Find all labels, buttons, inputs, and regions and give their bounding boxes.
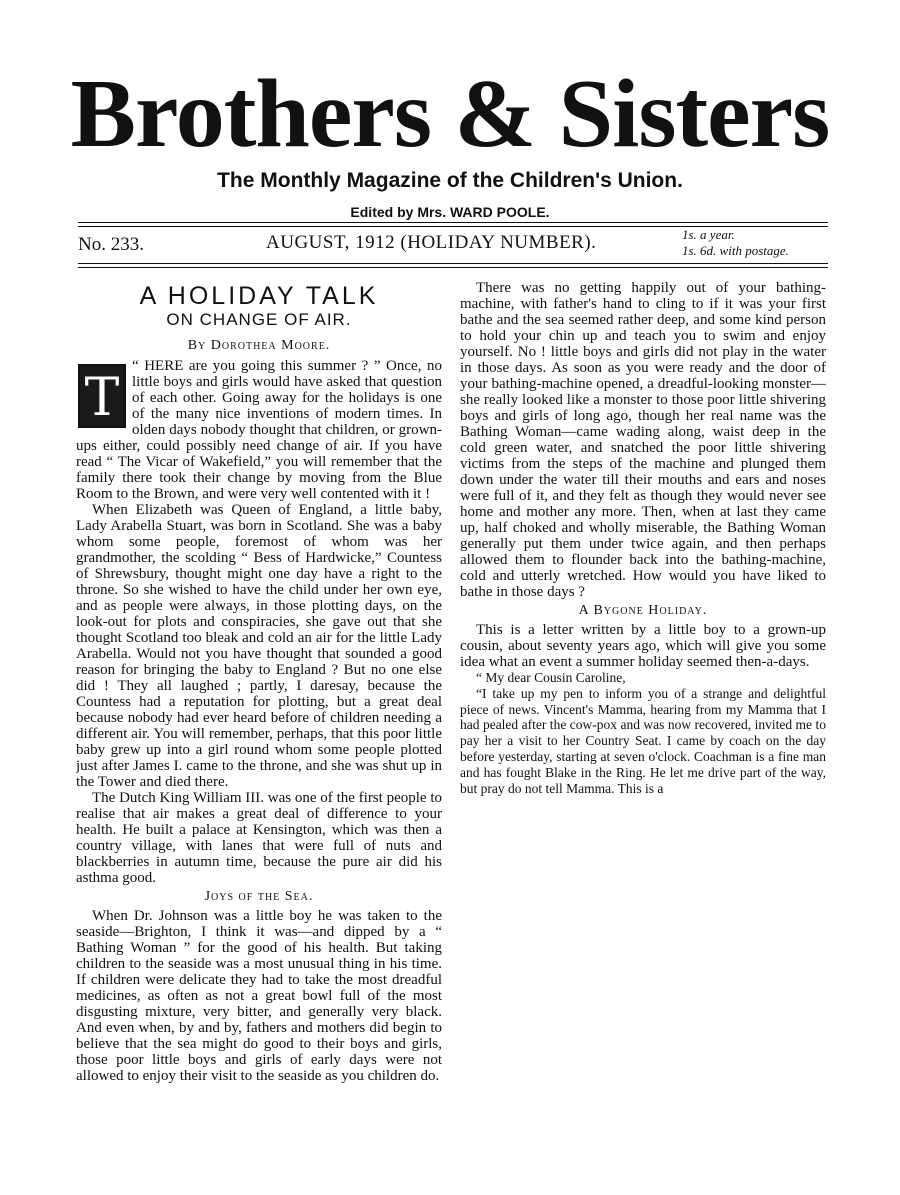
editor-line: Edited by Mrs. WARD POOLE.	[350, 204, 550, 220]
drop-cap: T	[78, 364, 126, 428]
section-heading: Joys of the Sea.	[204, 889, 314, 904]
price-info	[682, 227, 789, 259]
magazine-subtitle: The Monthly Magazine of the Children's Union.	[217, 169, 683, 192]
article-paragraph: There was no getting happily out of your bathing-machine, with father's hand to cling to if it was your first bathe and the sea seemed rather deep, and some kind person to hold your chin up and teach you to swim and enjoy yourself. No ! little boys and girls did not play in the water in those days. As soon as you were ready and the door of your bathing-machine opened, a dreadful-looking monster—she really looked like a monster to those poor little shivering boys and girls of long ago, though her real name was the Bathing Woman—came wading along, waist deep in the cold green water, and snatched the poor little shivering victims from the steps of the machine and plunged them down under the water till their mouths and ears and noses were full of it, and they felt as though they would never see home and mother any more. Then, when at last they came up, half choked and wholly miserable, the Bathing Woman generally put them under twice again, and then perhaps allowed them to flounder back into the bathing-machine, cold and utterly wretched. How would you have liked to bathe in those days ?	[460, 280, 826, 600]
article-column-left	[76, 280, 442, 1100]
issue-date: AUGUST, 1912 (HOLIDAY NUMBER).	[266, 232, 597, 253]
article-column-right	[460, 280, 826, 1100]
header-rule-top	[78, 222, 828, 223]
masthead	[0, 62, 900, 222]
header-rule-bottom-inner	[78, 267, 828, 268]
section-heading: A Bygone Holiday.	[578, 603, 708, 618]
article-paragraph: “ HERE are you going this summer ? ” Once, no little boys and girls would have asked that question of each other. Going away for the holidays is one of the many nice inventions of modern times. In olden days nobody thought that children, or grown-ups either, could possibly need change of air. If you have read “ The Vicar of Wakefield,” you will remember that the family there took their change by moving from the Blue Room to the Brown, and were very well contented with it !	[76, 358, 442, 502]
article-byline: By Dorothea Moore.	[187, 338, 331, 353]
article-paragraph: This is a letter written by a little boy to a grown-up cousin, about seventy years ago, which will give you some idea what an event a summer holiday seemed then-a-days.	[460, 622, 826, 670]
article-title: A HOLIDAY TALK	[139, 282, 379, 310]
article-subtitle: ON CHANGE OF AIR.	[166, 310, 352, 329]
issue-info	[78, 227, 838, 262]
letter-body: “I take up my pen to inform you of a strange and delightful piece of news. Vincent's Mamma, hearing from my Mamma that I had pealed after the cow-pox and was now recovered, invited me to pay her a visit to her Country Seat. I came by coach on the day before yesterday, starting at seven o'clock. Coachman is a fine man and has fought Blake in the Ring. He let me drive part of the way, but pray do not tell Mamma. This is a	[460, 685, 826, 796]
article-paragraph: The Dutch King William III. was one of the first people to realise that air makes a great deal of difference to your health. He built a palace at Kensington, which was then a country village, with lanes that were full of nuts and blackberries in autumn time, because the pure air did his asthma good.	[76, 790, 442, 886]
issue-number: No. 233.	[78, 234, 144, 255]
article-paragraph: When Dr. Johnson was a little boy he was taken to the seaside—Brighton, I think it was—and dipped by a “ Bathing Woman ” for the good of his health. But taking children to the seaside was a most unusual thing in his time. If children were delicate they had to take the most dreadful medicines, as often as not a great bowl full of the most disgusting mixture, very bitter, and generally very black. And even when, by and by, fathers and mothers did begin to believe that the sea might do good to their boys and girls, those poor little boys and girls of early days were not allowed to enjoy their visit to the seaside as you children do.	[76, 908, 442, 1084]
price-yearly: 1s. a year.	[682, 227, 735, 242]
letter-salutation: “ My dear Cousin Caroline,	[476, 670, 626, 685]
price-postage: 1s. 6d. with postage.	[682, 243, 789, 258]
magazine-title: Brothers & Sisters	[70, 60, 830, 168]
article-paragraph: When Elizabeth was Queen of England, a little baby, Lady Arabella Stuart, was born in Scotland. She was a baby whom some people, foremost of whom was her grandmother, the scolding “ Bess of Hardwicke,” Countess of Shrewsbury, thought might one day have a right to the throne. So she wished to have the child under her own eye, and as people were always, in those plotting days, on the look-out for plots and conspiracies, she gave out that she thought Scotland too bleak and cold an air for the little Lady Arabella. Would not you have thought that sounded a good reason for bringing the baby to England ? But no one else did ! They all laughed ; partly, I daresay, because the Countess had a reputation for plotting, but a great deal because nobody had ever heard before of children needing a different air. You will remember, perhaps, that this poor little baby grew up into a girl round whom some people plotted just after James I. came to the throne, and she was shut up in the Tower and died there.	[76, 502, 442, 790]
header-rule-bottom	[78, 263, 828, 264]
